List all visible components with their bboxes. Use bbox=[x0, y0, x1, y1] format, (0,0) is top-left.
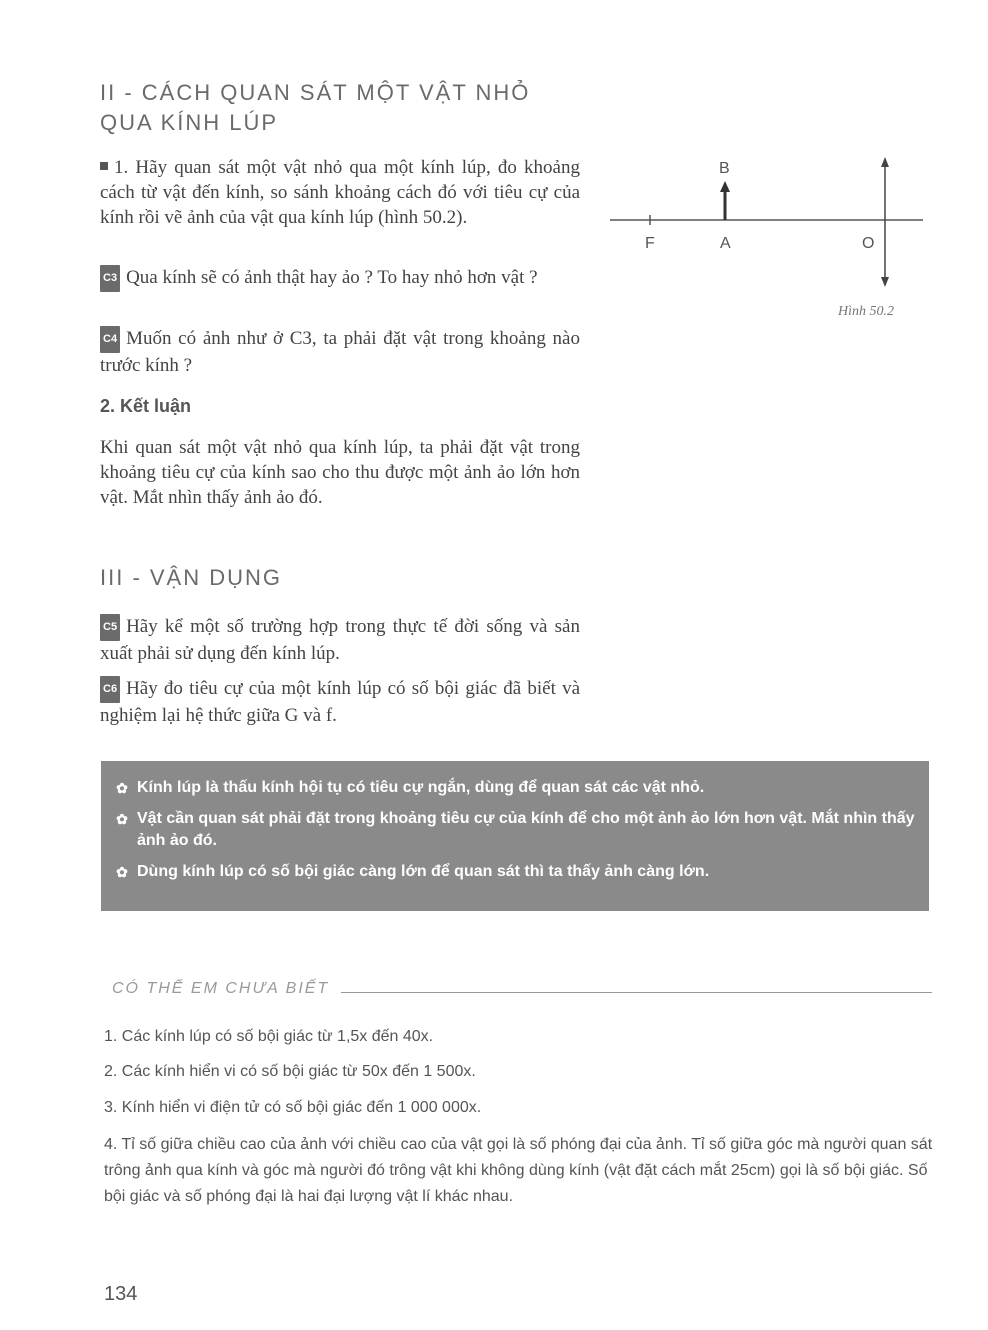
flower-bullet-icon: ✿ bbox=[116, 864, 128, 880]
item-1-text: Hãy quan sát một vật nhỏ qua một kính lúp, đo khoảng cách từ vật đến kính, so sánh khoảng cách đó với tiêu cự của kính rồi vẽ ảnh của vật qua kính lúp (hình 50.2). bbox=[100, 157, 580, 228]
summary-item-text: Vật cần quan sát phải đặt trong khoảng tiêu cự của kính để cho một ảnh ảo lớn hơn vật. Mắt nhìn thấy ảnh ảo đó. bbox=[137, 810, 915, 849]
question-c5 bbox=[100, 614, 580, 666]
c3-badge: C3 bbox=[100, 265, 120, 292]
summary-item bbox=[107, 808, 919, 852]
question-c6 bbox=[100, 676, 580, 728]
summary-item bbox=[107, 861, 919, 883]
c6-text: Hãy đo tiêu cự của một kính lúp có số bội giác đã biết và nghiệm lại hệ thức giữa G và f. bbox=[100, 678, 580, 726]
label-F: F bbox=[645, 235, 655, 252]
question-c4 bbox=[100, 326, 580, 378]
question-c3 bbox=[100, 265, 580, 292]
summary-item bbox=[107, 777, 919, 799]
c4-text: Muốn có ảnh như ở C3, ta phải đặt vật trong khoảng nào trước kính ? bbox=[100, 328, 580, 376]
c4-badge: C4 bbox=[100, 326, 120, 353]
item-1-paragraph bbox=[100, 155, 580, 230]
square-bullet-icon bbox=[100, 162, 108, 170]
figure-50-2 bbox=[605, 145, 935, 330]
conclusion-text: Khi quan sát một vật nhỏ qua kính lúp, ta phải đặt vật trong khoảng tiêu cự của kính sao cho thu được một ảnh ảo lớn hơn vật. Mắt nhìn thấy ảnh ảo đó. bbox=[100, 437, 580, 508]
object-arrow-head bbox=[720, 181, 730, 192]
flower-bullet-icon: ✿ bbox=[116, 811, 128, 827]
item-1-number: 1. bbox=[114, 157, 129, 178]
figure-caption: Hình 50.2 bbox=[838, 304, 894, 319]
section-2-title: II - CÁCH QUAN SÁT MỘT VẬT NHỎ QUA KÍNH LÚP bbox=[100, 80, 531, 135]
know-item: 3. Kính hiển vi điện tử có số bội giác đến 1 000 000x. bbox=[104, 1099, 482, 1116]
label-B: B bbox=[719, 160, 730, 177]
conclusion-heading: 2. Kết luận bbox=[100, 396, 192, 416]
label-O: O bbox=[862, 235, 875, 252]
c6-badge: C6 bbox=[100, 676, 120, 703]
summary-box bbox=[101, 761, 929, 911]
know-item: 1. Các kính lúp có số bội giác từ 1,5x đến 40x. bbox=[104, 1028, 434, 1045]
c5-badge: C5 bbox=[100, 614, 120, 641]
know-item: 2. Các kính hiển vi có số bội giác từ 50x đến 1 500x. bbox=[104, 1063, 476, 1080]
know-section-header bbox=[112, 980, 932, 998]
section-3-title: III - VẬN DỤNG bbox=[100, 565, 283, 590]
page-number: 134 bbox=[104, 1283, 138, 1305]
label-A: A bbox=[720, 235, 731, 252]
summary-item-text: Dùng kính lúp có số bội giác càng lớn để quan sát thì ta thấy ảnh càng lớn. bbox=[137, 863, 710, 880]
know-section-title: CÓ THỂ EM CHƯA BIẾT bbox=[112, 980, 330, 997]
know-section-divider bbox=[341, 992, 932, 993]
lens-bottom-arrow bbox=[881, 277, 889, 287]
flower-bullet-icon: ✿ bbox=[116, 780, 128, 796]
c3-text: Qua kính sẽ có ảnh thật hay ảo ? To hay nhỏ hơn vật ? bbox=[126, 267, 538, 288]
summary-item-text: Kính lúp là thấu kính hội tụ có tiêu cự ngắn, dùng để quan sát các vật nhỏ. bbox=[137, 779, 705, 796]
know-item: 4. Tỉ số giữa chiều cao của ảnh với chiều cao của vật gọi là số phóng đại của ảnh. Tỉ số giữa góc mà người quan sát trông ảnh qua kính và góc mà người đó trông vật khi không dùng kính (vật đặt cách mắt 25cm) gọi là số bội giác. Số bội giác và số phóng đại là hai đại lượng vật lí khác nhau. bbox=[104, 1136, 933, 1205]
lens-top-arrow bbox=[881, 157, 889, 167]
c5-text: Hãy kể một số trường hợp trong thực tế đời sống và sản xuất phải sử dụng đến kính lúp. bbox=[100, 616, 580, 664]
